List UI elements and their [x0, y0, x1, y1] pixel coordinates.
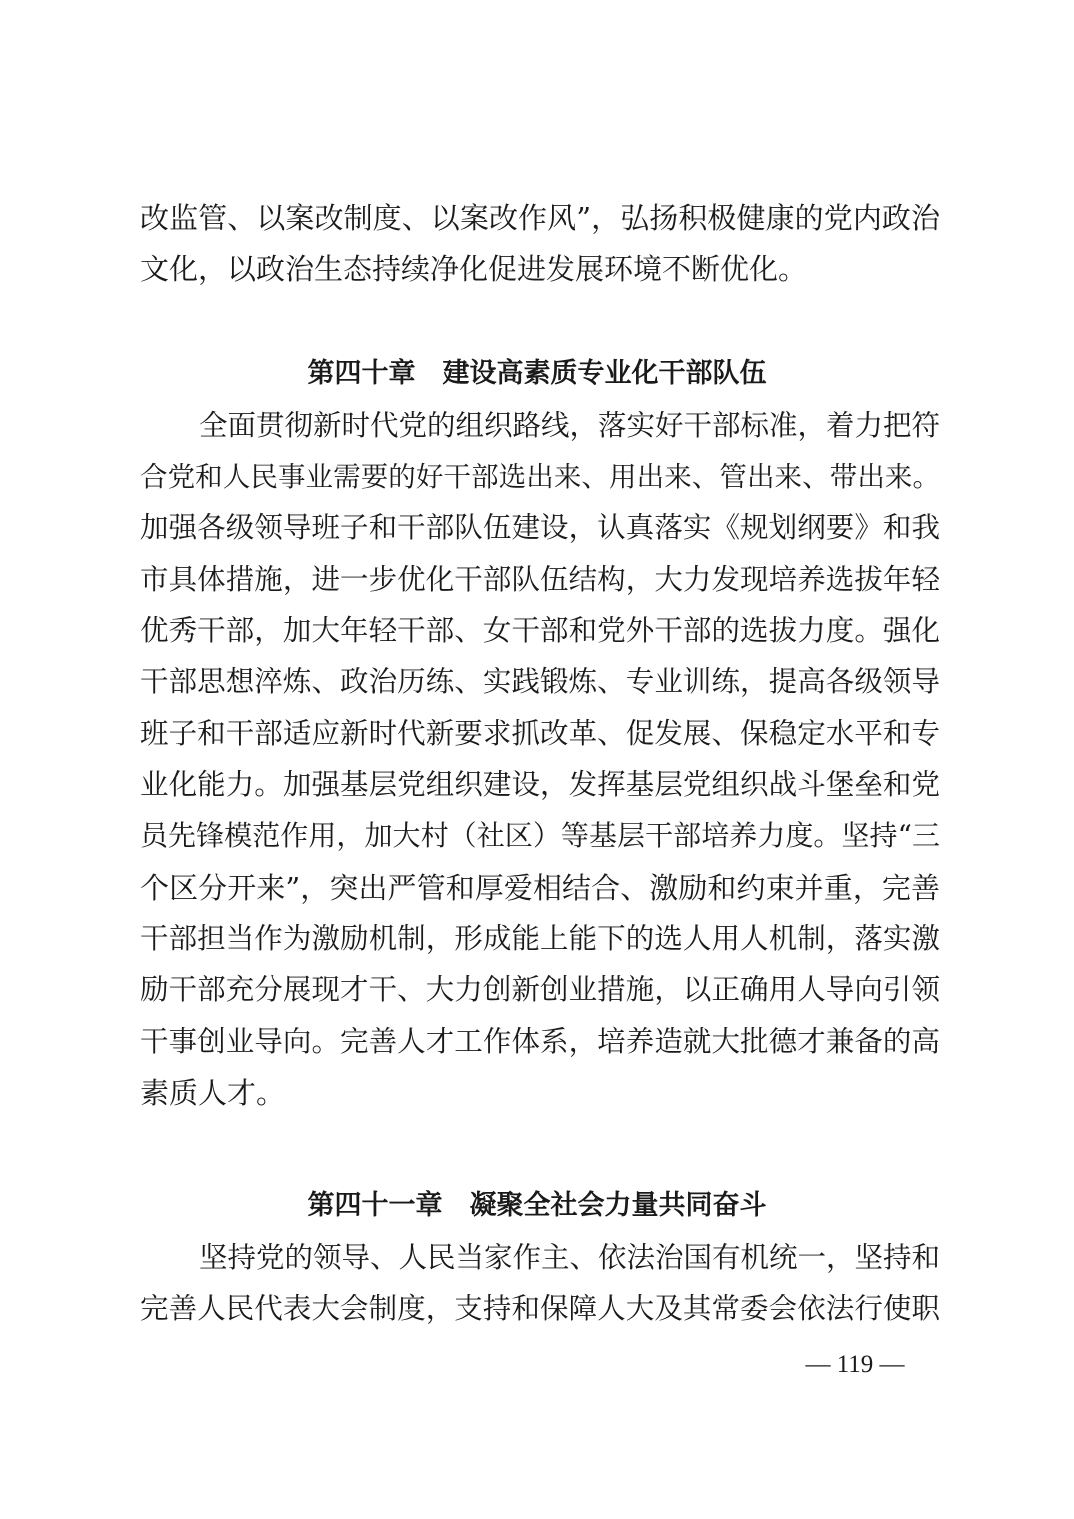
paragraph-line: 优秀干部，加大年轻干部、女干部和党外干部的选拔力度。强化: [140, 614, 940, 647]
paragraph-line: 干部思想淬炼、政治历练、实践锻炼、专业训练，提高各级领导: [140, 665, 940, 698]
paragraph-line: 文化，以政治生态持续净化促进发展环境不断优化。: [140, 252, 808, 286]
paragraph-line: 干部担当作为激励机制，形成能上能下的选人用人机制，落实激: [140, 922, 940, 955]
paragraph-line: 坚持党的领导、人民当家作主、依法治国有机统一，坚持和: [199, 1241, 941, 1274]
paragraph-line: 个区分开来”，突出严管和厚爱相结合、激励和约束并重，完善: [140, 871, 940, 905]
paragraph-line: 励干部充分展现才干、大力创新创业措施，以正确用人导向引领: [140, 973, 940, 1006]
paragraph-line: 干事创业导向。完善人才工作体系，培养造就大批德才兼备的高: [140, 1025, 940, 1058]
paragraph-line: 员先锋模范作用，加大村（社区）等基层干部培养力度。坚持“三: [140, 819, 940, 852]
paragraph-line: 全面贯彻新时代党的组织路线，落实好干部标准，着力把符: [199, 409, 941, 442]
paragraph-line: 市具体措施，进一步优化干部队伍结构，大力发现培养选拔年轻: [140, 563, 940, 596]
paragraph-line: 改监管、以案改制度、以案改作风”，弘扬积极健康的党内政治: [140, 201, 940, 235]
chapter-41-heading: 第四十一章 凝聚全社会力量共同奋斗: [307, 1190, 767, 1221]
paragraph-line: 业化能力。加强基层党组织建设，发挥基层党组织战斗堡垒和党: [140, 768, 940, 801]
page-number: — 119 —: [805, 1351, 905, 1378]
paragraph-line: 合党和人民事业需要的好干部选出来、用出来、管出来、带出来。: [140, 461, 940, 493]
paragraph-line: 素质人才。: [140, 1076, 286, 1110]
paragraph-line: 班子和干部适应新时代新要求抓改革、促发展、保稳定水平和专: [140, 717, 940, 750]
paragraph-line: 加强各级领导班子和干部队伍建设，认真落实《规划纲要》和我: [140, 511, 940, 544]
paragraph-line: 完善人民代表大会制度，支持和保障人大及其常委会依法行使职: [140, 1292, 940, 1325]
chapter-40-heading: 第四十章 建设高素质专业化干部队伍: [307, 358, 767, 389]
